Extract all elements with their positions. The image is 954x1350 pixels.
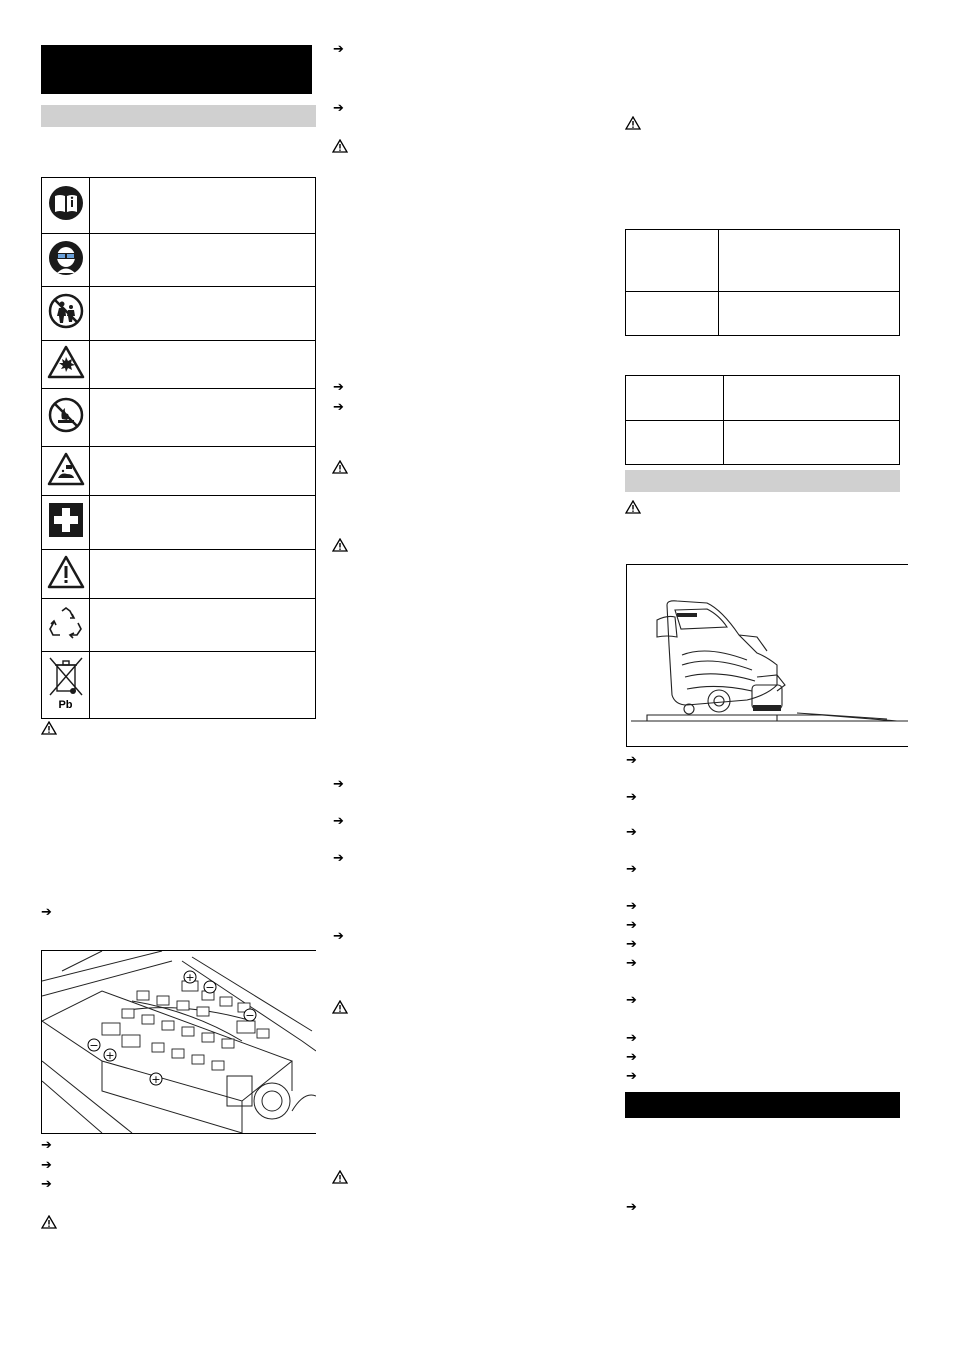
step-arrow: ➔ xyxy=(333,851,344,866)
step-arrow: ➔ xyxy=(41,1177,52,1192)
section-header-black-bar xyxy=(41,45,312,94)
table-cell xyxy=(724,421,900,465)
step-arrow: ➔ xyxy=(626,918,637,933)
plus-terminal-label: + xyxy=(105,1049,115,1062)
battery-disposal-pb-icon xyxy=(46,655,86,699)
warning-triangle-icon xyxy=(332,1000,348,1014)
acid-burn-hazard-icon xyxy=(47,452,85,486)
symbol-description-cell xyxy=(90,287,316,341)
symbol-cell xyxy=(42,287,90,341)
step-arrow: ➔ xyxy=(626,956,637,971)
symbol-description-cell xyxy=(90,599,316,652)
explosion-hazard-icon xyxy=(47,345,85,379)
step-arrow: ➔ xyxy=(626,1200,637,1215)
symbol-cell xyxy=(42,652,90,719)
scrubber-machine-drawing xyxy=(627,565,908,746)
step-arrow: ➔ xyxy=(41,1138,52,1153)
symbol-description-cell xyxy=(90,496,316,550)
symbol-cell xyxy=(42,389,90,447)
section-header-black-bar xyxy=(625,1092,900,1118)
machine-on-ramp-figure xyxy=(626,564,908,747)
symbol-description-cell xyxy=(90,550,316,599)
first-aid-icon xyxy=(48,502,84,538)
specification-table-2 xyxy=(625,375,900,465)
symbol-cell xyxy=(42,447,90,496)
general-warning-icon xyxy=(47,555,85,589)
read-manual-icon xyxy=(48,185,84,221)
step-arrow: ➔ xyxy=(41,905,52,920)
subsection-header-grey-bar xyxy=(625,470,900,492)
step-arrow: ➔ xyxy=(626,790,637,805)
minus-terminal-label: − xyxy=(89,1039,99,1052)
step-arrow: ➔ xyxy=(333,400,344,415)
symbol-description-cell xyxy=(90,234,316,287)
symbol-description-cell xyxy=(90,178,316,234)
recycle-icon xyxy=(47,605,85,641)
eye-protection-icon xyxy=(48,240,84,276)
table-cell xyxy=(724,376,900,421)
warning-triangle-icon xyxy=(41,1215,57,1229)
step-arrow: ➔ xyxy=(626,1031,637,1046)
symbol-cell xyxy=(42,178,90,234)
step-arrow: ➔ xyxy=(626,899,637,914)
warning-triangle-icon xyxy=(332,538,348,552)
symbol-description-cell xyxy=(90,652,316,719)
step-arrow: ➔ xyxy=(333,42,344,57)
warning-triangle-icon xyxy=(332,1170,348,1184)
minus-terminal-label: − xyxy=(245,1009,255,1022)
keep-children-away-icon xyxy=(48,293,84,329)
plus-terminal-label: + xyxy=(185,971,195,984)
step-arrow: ➔ xyxy=(333,929,344,944)
warning-triangle-icon xyxy=(332,139,348,153)
symbol-description-cell xyxy=(90,447,316,496)
table-cell xyxy=(626,230,719,292)
step-arrow: ➔ xyxy=(626,1050,637,1065)
specification-table-1 xyxy=(625,229,900,336)
pb-label: Pb xyxy=(58,699,73,711)
step-arrow: ➔ xyxy=(626,937,637,952)
step-arrow: ➔ xyxy=(626,1069,637,1084)
warning-triangle-icon xyxy=(41,721,57,735)
step-arrow: ➔ xyxy=(333,814,344,829)
table-cell xyxy=(719,230,900,292)
step-arrow: ➔ xyxy=(333,380,344,395)
step-arrow: ➔ xyxy=(626,825,637,840)
minus-terminal-label: − xyxy=(205,981,215,994)
battery-compartment-drawing xyxy=(42,951,316,1133)
no-fire-no-smoking-icon xyxy=(48,397,84,433)
symbol-cell xyxy=(42,550,90,599)
battery-compartment-figure xyxy=(41,950,316,1134)
symbol-description-cell xyxy=(90,389,316,447)
symbol-cell xyxy=(42,599,90,652)
step-arrow: ➔ xyxy=(626,862,637,877)
symbol-description-cell xyxy=(90,341,316,389)
table-cell xyxy=(719,292,900,336)
plus-terminal-label: + xyxy=(151,1073,161,1086)
warning-triangle-icon xyxy=(625,500,641,514)
safety-symbols-table xyxy=(41,177,316,719)
symbol-cell xyxy=(42,234,90,287)
symbol-cell xyxy=(42,496,90,550)
table-cell xyxy=(626,376,724,421)
symbol-cell xyxy=(42,341,90,389)
step-arrow: ➔ xyxy=(333,101,344,116)
step-arrow: ➔ xyxy=(41,1158,52,1173)
subsection-header-grey-bar xyxy=(41,105,316,127)
table-cell xyxy=(626,292,719,336)
step-arrow: ➔ xyxy=(626,993,637,1008)
step-arrow: ➔ xyxy=(333,777,344,792)
step-arrow: ➔ xyxy=(626,753,637,768)
warning-triangle-icon xyxy=(625,116,641,130)
table-cell xyxy=(626,421,724,465)
warning-triangle-icon xyxy=(332,460,348,474)
battery-disposal-symbol xyxy=(46,655,86,715)
